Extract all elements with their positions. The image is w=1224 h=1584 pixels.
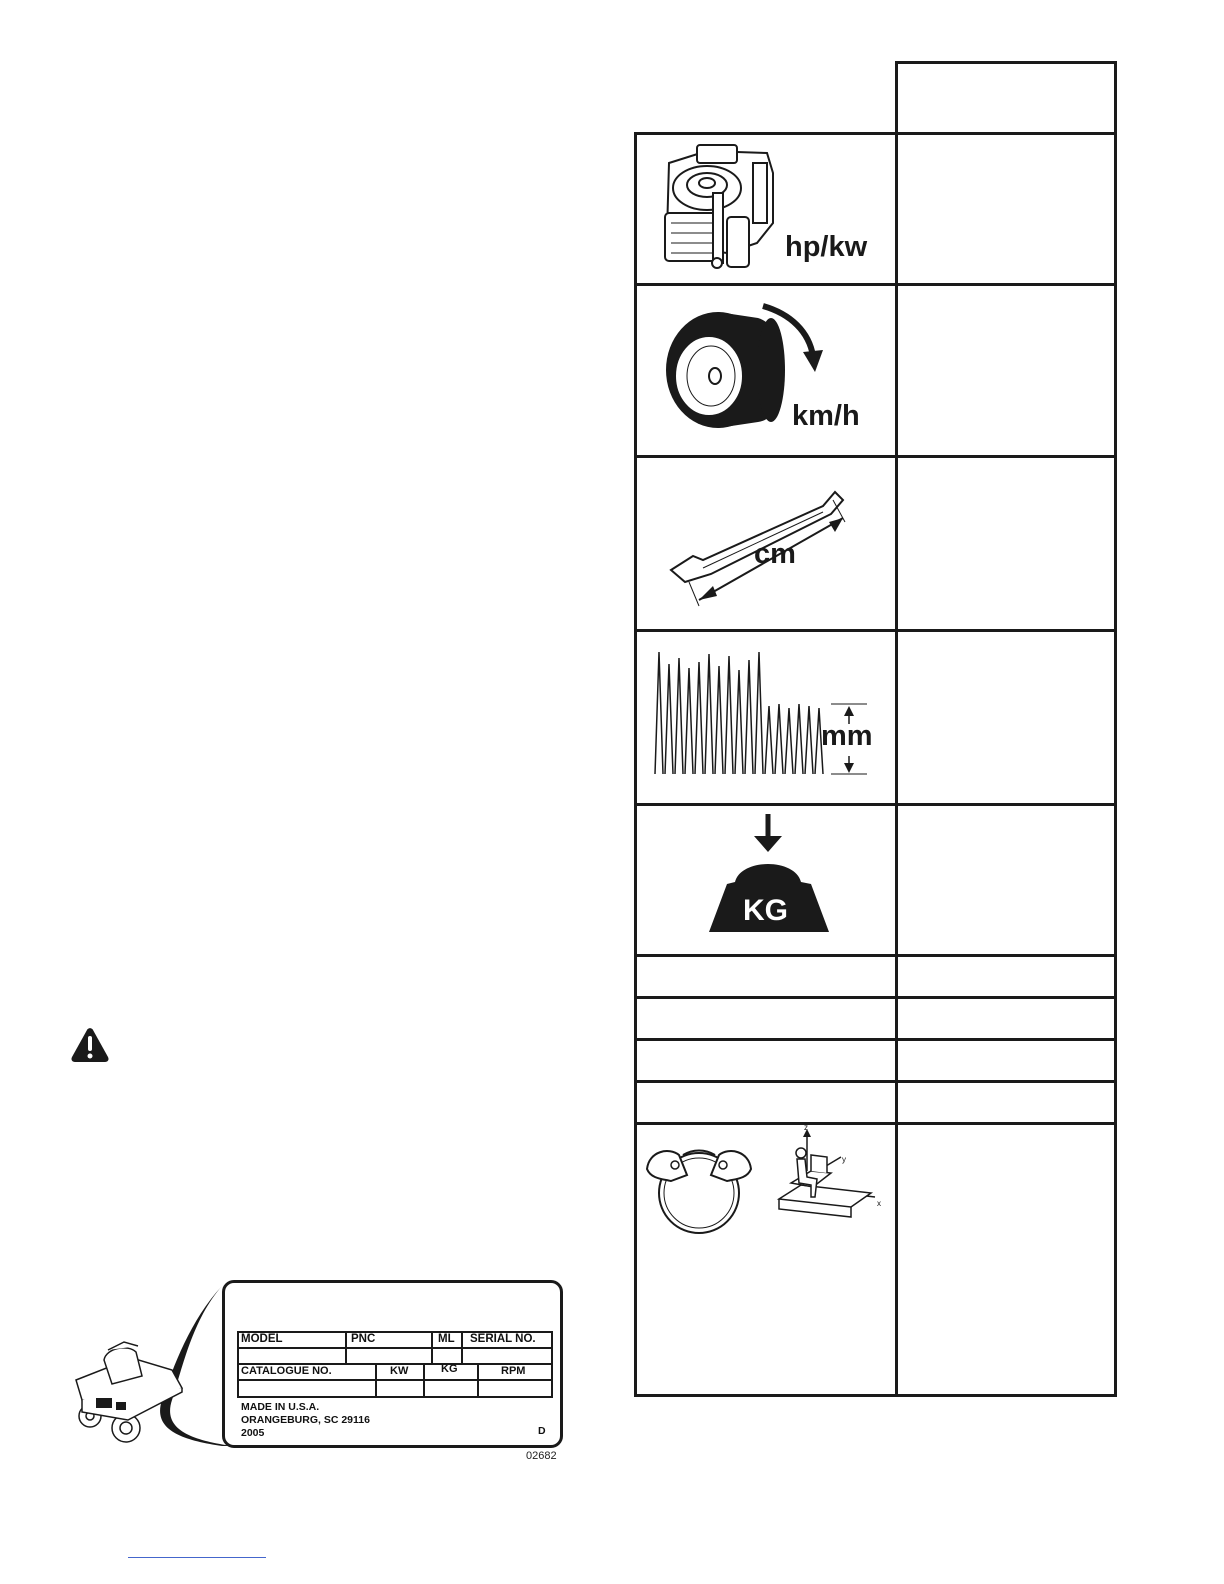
axis-z-label: z — [804, 1123, 808, 1132]
footer-link-underline[interactable] — [128, 1557, 266, 1558]
weight-unit-label: KG — [743, 894, 788, 927]
weight-icon-cell — [634, 803, 898, 957]
height-icon-cell — [634, 629, 898, 806]
blade-icon-cell — [634, 455, 898, 632]
plate-revision: D — [538, 1425, 546, 1437]
plate-catalogue-label: CATALOGUE NO. — [241, 1365, 332, 1377]
plate-kw-label: KW — [390, 1365, 409, 1377]
speed-value-cell — [895, 283, 1117, 458]
engine-icon — [657, 143, 797, 279]
blank-row-4-right — [895, 1080, 1117, 1125]
plate-ml-label: ML — [438, 1333, 455, 1345]
vibration-icon-cell — [634, 1122, 898, 1397]
plate-location: ORANGEBURG, SC 29116 — [241, 1414, 370, 1426]
power-unit-label: hp/kw — [785, 231, 868, 263]
weight-value-cell — [895, 803, 1117, 957]
plate-pnc-label: PNC — [351, 1333, 376, 1345]
plate-rpm-label: RPM — [501, 1365, 526, 1377]
blank-row-4-left — [634, 1080, 898, 1125]
plate-serial-label: SERIAL NO. — [470, 1333, 536, 1345]
blank-row-1-left — [634, 954, 898, 999]
power-value-cell — [895, 132, 1117, 286]
warning-triangle-icon — [70, 1027, 110, 1063]
hand-vibration-icon — [643, 1135, 755, 1241]
blade-value-cell — [895, 455, 1117, 632]
engine-icon-cell — [634, 132, 898, 286]
blank-row-2-left — [634, 996, 898, 1041]
tractor-illustration — [72, 1280, 236, 1450]
figure-code: 02682 — [526, 1450, 557, 1462]
speed-unit-label: km/h — [792, 400, 860, 432]
plate-year: 2005 — [241, 1427, 265, 1439]
blank-row-2-right — [895, 996, 1117, 1041]
plate-kg-label: KG — [441, 1363, 458, 1375]
blank-row-3-left — [634, 1038, 898, 1083]
plate-model-label: MODEL — [241, 1333, 283, 1345]
blank-row-1-right — [895, 954, 1117, 999]
speed-icon-cell — [634, 283, 898, 458]
height-unit-label: mm — [821, 720, 873, 752]
blade-unit-label: cm — [754, 538, 796, 570]
seat-vibration-icon — [771, 1127, 895, 1223]
blank-row-3-right — [895, 1038, 1117, 1083]
height-value-cell — [895, 629, 1117, 806]
plate-made-in: MADE IN U.S.A. — [241, 1401, 320, 1413]
axis-x-label: x — [877, 1199, 881, 1208]
axis-y-label: y — [842, 1155, 846, 1164]
spec-header-cell — [895, 61, 1117, 136]
vibration-value-cell — [895, 1122, 1117, 1397]
rating-plate — [222, 1280, 563, 1448]
